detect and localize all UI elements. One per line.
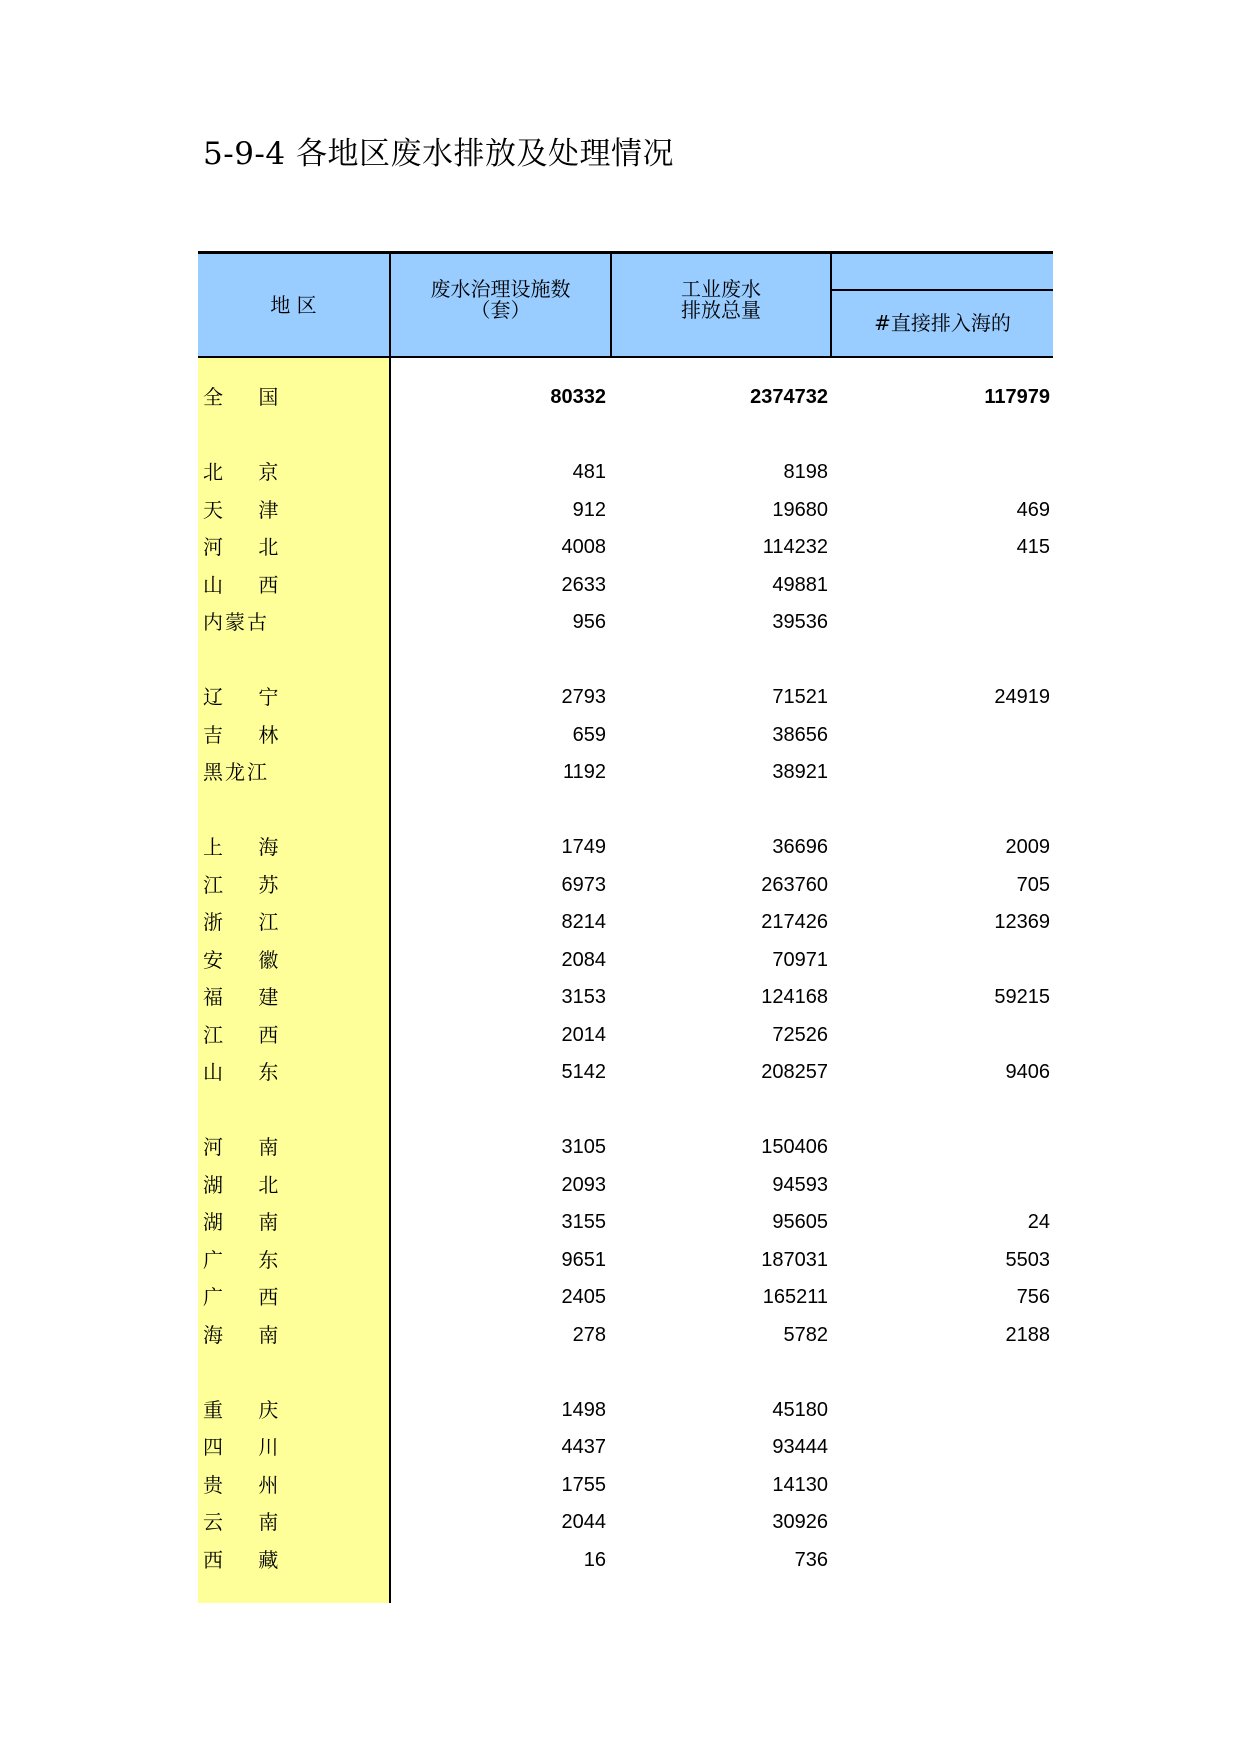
- header-industrial-total: 工业废水 排放总量: [681, 277, 761, 322]
- facilities-cell: 1192: [562, 761, 606, 783]
- region-cell: 贵 州: [203, 1473, 281, 1497]
- facilities-cell: 659: [572, 724, 606, 746]
- direct-sea-cell: 5503: [1005, 1249, 1050, 1271]
- table-row: [198, 1207, 1053, 1237]
- direct-sea-cell: [838, 1470, 1050, 1500]
- region-cell: 广 东: [203, 1248, 281, 1272]
- direct-sea-cell: 12369: [994, 911, 1050, 933]
- table-row: [198, 1282, 1053, 1312]
- table-row-total: [198, 382, 1053, 412]
- region-cell: 北 京: [203, 460, 281, 484]
- industrial-total-cell: 49881: [772, 574, 828, 596]
- industrial-total-cell: 45180: [772, 1399, 828, 1421]
- direct-sea-cell: [838, 945, 1050, 975]
- industrial-total-cell: 736: [794, 1549, 828, 1571]
- region-cell: 山 西: [203, 573, 281, 597]
- table-row: [198, 1395, 1053, 1425]
- industrial-total-cell: 93444: [772, 1436, 828, 1458]
- table-row: [198, 1170, 1053, 1200]
- facilities-cell: 3105: [561, 1136, 606, 1158]
- table-row: [198, 982, 1053, 1012]
- header-direct-sea: #直接排入海的: [874, 311, 1011, 335]
- industrial-total-cell: 217426: [761, 911, 828, 933]
- industrial-total-cell: 150406: [761, 1136, 828, 1158]
- facilities-cell: 9651: [561, 1249, 606, 1271]
- direct-sea-cell: [838, 757, 1050, 787]
- region-cell: 广 西: [203, 1285, 281, 1309]
- industrial-total-cell: 8198: [783, 461, 828, 483]
- industrial-total-cell: 72526: [772, 1024, 828, 1046]
- industrial-total-cell: 187031: [761, 1249, 828, 1271]
- facilities-cell: 8214: [561, 911, 606, 933]
- region-cell: 重 庆: [203, 1398, 281, 1422]
- table-row: [198, 1320, 1053, 1350]
- region-cell: 天 津: [203, 498, 281, 522]
- direct-sea-cell: 2188: [1005, 1324, 1050, 1346]
- direct-sea-cell: [838, 1432, 1050, 1462]
- industrial-total-cell: 114232: [762, 536, 828, 558]
- direct-sea-cell: [838, 1132, 1050, 1162]
- region-cell: 吉 林: [203, 723, 281, 747]
- direct-sea-cell: 9406: [1005, 1061, 1050, 1083]
- facilities-cell: 1498: [561, 1399, 606, 1421]
- direct-sea-cell: [838, 720, 1050, 750]
- region-cell: 安 徽: [203, 948, 281, 972]
- industrial-total-cell: 30926: [772, 1511, 828, 1533]
- table-row: [198, 1057, 1053, 1087]
- industrial-total-cell: 263760: [761, 874, 828, 896]
- industrial-total-cell: 70971: [772, 949, 828, 971]
- industrial-total-cell: 14130: [772, 1474, 828, 1496]
- table-row: [198, 532, 1053, 562]
- region-cell: 四 川: [203, 1435, 281, 1459]
- region-cell: 江 苏: [203, 873, 281, 897]
- region-cell: 山 东: [203, 1060, 281, 1084]
- industrial-total-cell: 124168: [761, 986, 828, 1008]
- table-row: [198, 570, 1053, 600]
- data-table: [198, 251, 1053, 1603]
- table-row: [198, 457, 1053, 487]
- region-cell: 湖 南: [203, 1210, 281, 1234]
- industrial-total-cell: 38656: [772, 724, 828, 746]
- direct-sea-cell: [838, 1170, 1050, 1200]
- region-cell: 云 南: [203, 1510, 281, 1534]
- region-cell: 黑龙江: [203, 760, 269, 784]
- direct-sea-cell: 415: [1016, 536, 1050, 558]
- region-cell: 全 国: [203, 385, 281, 409]
- facilities-cell: 2084: [561, 949, 606, 971]
- table-row: [198, 832, 1053, 862]
- table-row: [198, 1245, 1053, 1275]
- region-cell: 河 南: [203, 1135, 281, 1159]
- industrial-total-cell: 2374732: [750, 386, 828, 408]
- facilities-cell: 4437: [561, 1436, 606, 1458]
- direct-sea-cell: 59215: [994, 986, 1050, 1008]
- industrial-total-cell: 5782: [783, 1324, 828, 1346]
- facilities-cell: 3153: [561, 986, 606, 1008]
- facilities-cell: 2014: [561, 1024, 606, 1046]
- facilities-cell: 481: [572, 461, 606, 483]
- direct-sea-cell: 705: [1016, 874, 1050, 896]
- table-row: [198, 1432, 1053, 1462]
- facilities-cell: 80332: [550, 386, 606, 408]
- direct-sea-cell: [838, 1545, 1050, 1575]
- facilities-cell: 912: [572, 499, 606, 521]
- direct-sea-cell: 24: [1027, 1211, 1050, 1233]
- table-row: [198, 607, 1053, 637]
- region-cell: 福 建: [203, 985, 281, 1009]
- industrial-total-cell: 165211: [762, 1286, 828, 1308]
- direct-sea-cell: [838, 607, 1050, 637]
- region-cell: 上 海: [203, 835, 281, 859]
- table-row: [198, 1545, 1053, 1575]
- facilities-cell: 2633: [561, 574, 606, 596]
- facilities-cell: 2793: [561, 686, 606, 708]
- table-row: [198, 870, 1053, 900]
- facilities-cell: 2093: [561, 1174, 606, 1196]
- direct-sea-cell: 117979: [984, 386, 1050, 408]
- industrial-total-cell: 19680: [772, 499, 828, 521]
- industrial-total-cell: 95605: [772, 1211, 828, 1233]
- region-cell: 内蒙古: [203, 610, 269, 634]
- industrial-total-cell: 208257: [761, 1061, 828, 1083]
- facilities-cell: 2405: [561, 1286, 606, 1308]
- table-row: [198, 1020, 1053, 1050]
- facilities-cell: 16: [583, 1549, 606, 1571]
- table-row: [198, 1132, 1053, 1162]
- region-cell: 江 西: [203, 1023, 281, 1047]
- direct-sea-cell: 24919: [994, 686, 1050, 708]
- table-row: [198, 945, 1053, 975]
- facilities-cell: 3155: [561, 1211, 606, 1233]
- direct-sea-cell: [838, 1020, 1050, 1050]
- region-cell: 辽 宁: [203, 685, 281, 709]
- table-row: [198, 907, 1053, 937]
- industrial-total-cell: 94593: [772, 1174, 828, 1196]
- header-facilities: 废水治理设施数 （套）: [430, 277, 571, 322]
- header-region: 地 区: [270, 292, 317, 317]
- facilities-cell: 4008: [561, 536, 606, 558]
- region-cell: 河 北: [203, 535, 281, 559]
- direct-sea-cell: 2009: [1005, 836, 1050, 858]
- facilities-cell: 1749: [561, 836, 606, 858]
- table-row: [198, 682, 1053, 712]
- table-row: [198, 720, 1053, 750]
- direct-sea-cell: 469: [1016, 499, 1050, 521]
- facilities-cell: 5142: [561, 1061, 606, 1083]
- industrial-total-cell: 39536: [772, 611, 828, 633]
- facilities-cell: 1755: [561, 1474, 606, 1496]
- region-cell: 湖 北: [203, 1173, 281, 1197]
- industrial-total-cell: 38921: [772, 761, 828, 783]
- direct-sea-cell: [838, 457, 1050, 487]
- facilities-cell: 6973: [561, 874, 606, 896]
- region-cell: 海 南: [203, 1323, 281, 1347]
- region-cell: 浙 江: [203, 910, 281, 934]
- direct-sea-cell: [838, 570, 1050, 600]
- table-row: [198, 495, 1053, 525]
- facilities-cell: 956: [572, 611, 606, 633]
- page-title: 5-9-4 各地区废水排放及处理情况: [203, 136, 674, 172]
- table-row: [198, 1470, 1053, 1500]
- industrial-total-cell: 36696: [772, 836, 828, 858]
- industrial-total-cell: 71521: [772, 686, 828, 708]
- direct-sea-cell: [838, 1507, 1050, 1537]
- facilities-cell: 2044: [561, 1511, 606, 1533]
- table-row: [198, 1507, 1053, 1537]
- table-row: [198, 757, 1053, 787]
- facilities-cell: 278: [572, 1324, 606, 1346]
- region-cell: 西 藏: [203, 1548, 281, 1572]
- direct-sea-cell: 756: [1016, 1286, 1050, 1308]
- direct-sea-cell: [838, 1395, 1050, 1425]
